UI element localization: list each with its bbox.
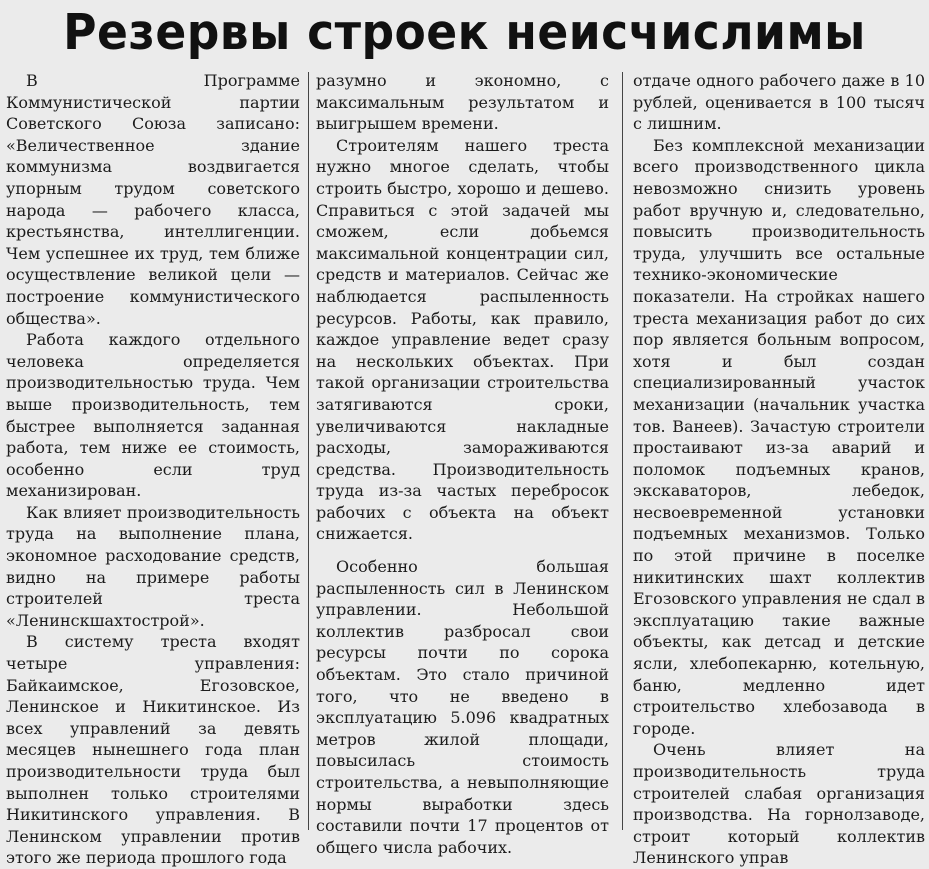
text-column-1 bbox=[6, 70, 300, 869]
paragraph: Без комплексной механизации всего производственного цикла невозможно снизить уровень работ вручную и, следовательно, повысить производительность труда, улучшить все остальные технико-экономические показатели. На стройках нашего треста механизация работ до сих пор является больным вопросом, хотя и был создан специализированный участок механизации (начальник участка тов. Ванеев). Зачастую строители простаивают из-за аварий и поломок подъемных кранов, экскаваторов, лебедок, несвоевременной установки подъемных механизмов. Только по этой причине в поселке никитинских шахт коллектив Егозовского управления не сдал в эксплуатацию такие важные объекты, как детсад и детские ясли, хлебопекарню, котельную, баню, медленно идет строительство хлебозавода в городе. bbox=[633, 135, 925, 738]
column-rule bbox=[622, 72, 623, 830]
paragraph: Строителям нашего треста нужно многое сделать, чтобы строить быстро, хорошо и дешево. Справиться с этой задачей мы сможем, если добьемся максимальной концентрации сил, средств и материалов. Сейчас же наблюдается распыленность ресурсов. Работы, как правило, каждое управление ведет сразу на нескольких объектах. При такой организации строительства затягиваются сроки, увеличиваются накладные расходы, замораживаются средства. Производительность труда из-за частых перебросок рабочих с объекта на объект снижается. bbox=[316, 135, 609, 544]
paragraph: разумно и экономно, с максимальным результатом и выигрышем времени. bbox=[316, 71, 609, 134]
paragraph: отдаче одного рабочего даже в 10 рублей, оценивается в 100 тысяч с лишним. bbox=[633, 71, 925, 134]
paragraph: Работа каждого отдельного человека определяется производительностью труда. Чем выше производительность, тем быстрее выполняется заданная работа, тем ниже ее стоимость, особенно если труд механизирован. bbox=[6, 330, 300, 501]
text-column-2 bbox=[316, 70, 609, 858]
paragraph: Как влияет производительность труда на выполнение плана, экономное расходование средств, видно на примере работы строителей треста «Ленинскшахтострой». bbox=[6, 502, 300, 630]
paragraph: В систему треста входят четыре управления: Байкаимское, Егозовское, Ленинское и Никитинское. Из всех управлений за девять месяцев нынешнего года план производительности труда был выполнен только строителями Никитинского управления. В Ленинском управлении против этого же периода прошлого года bbox=[6, 632, 300, 868]
column-rule bbox=[308, 72, 309, 830]
paragraph: Особенно большая распыленность сил в Ленинском управлении. Небольшой коллектив разбросал свои ресурсы почти по сорока объектам. Это стало причиной того, что не введено в эксплуатацию 5.096 квадратных метров жилой площади, повысилась стоимость строительства, а невыполняющие нормы выработки здесь составили почти 17 процентов от общего числа рабочих. bbox=[316, 557, 609, 857]
paragraph: Очень влияет на производительность труда строителей слабая организация производства. На горнолзаводе, строит который коллектив Ленинского управ bbox=[633, 740, 925, 868]
headline: Резервы строек неисчислимы bbox=[63, 4, 866, 61]
text-column-3 bbox=[633, 70, 925, 869]
paragraph: В Программе Коммунистической партии Советского Союза записано: «Величественное здание коммунизма воздвигается упорным трудом советского народа — рабочего класса, крестьянства, интеллигенции. Чем успешнее их труд, тем ближе осуществление великой цели — построение коммунистического общества». bbox=[6, 71, 300, 328]
